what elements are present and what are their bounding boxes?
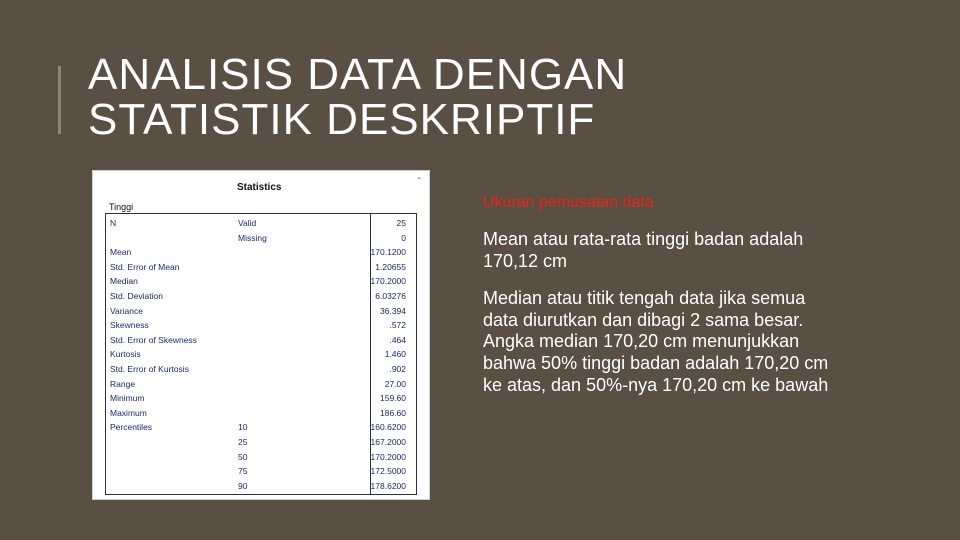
slide-title-line-2: STATISTIK DESKRIPTIF bbox=[88, 95, 596, 144]
statistics-row bbox=[106, 216, 416, 230]
statistics-row bbox=[106, 464, 416, 478]
statistic-label: Mean bbox=[110, 247, 132, 258]
statistic-value: 170.2000 bbox=[370, 276, 406, 287]
statistic-value: 167.2000 bbox=[370, 437, 406, 447]
statistic-label: Minimum bbox=[110, 393, 145, 404]
title-accent-bar bbox=[58, 66, 61, 134]
slide-title bbox=[88, 52, 627, 142]
statistic-value: 170.2000 bbox=[370, 451, 406, 462]
statistics-row bbox=[106, 406, 416, 420]
statistics-variable-label: Tinggi bbox=[109, 202, 134, 212]
statistics-row bbox=[106, 274, 416, 288]
mean-paragraph: Mean atau rata-rata tinggi badan adalah 170,12 cm bbox=[483, 229, 804, 271]
statistics-row bbox=[106, 333, 416, 347]
statistic-value: 160.6200 bbox=[370, 422, 406, 433]
statistics-table-frame bbox=[105, 213, 417, 495]
statistic-label: N bbox=[110, 218, 117, 228]
statistic-value: 0 bbox=[401, 232, 406, 243]
statistic-label: Range bbox=[110, 378, 136, 389]
statistic-value: 159.60 bbox=[380, 393, 406, 404]
statistics-row bbox=[106, 377, 416, 391]
statistic-label: Median bbox=[110, 276, 138, 287]
statistic-label: Std. Error of Mean bbox=[110, 261, 180, 272]
statistic-label: Skewness bbox=[110, 320, 149, 331]
statistics-row bbox=[106, 304, 416, 318]
statistics-row bbox=[106, 362, 416, 376]
statistic-sublabel: 50 bbox=[238, 451, 248, 462]
statistic-value: 25 bbox=[396, 218, 406, 228]
statistics-table-image bbox=[92, 170, 430, 500]
statistic-value: 172.5000 bbox=[370, 466, 406, 477]
statistic-value: .572 bbox=[389, 320, 406, 331]
statistic-value: .464 bbox=[389, 334, 406, 345]
statistic-value: 186.60 bbox=[380, 407, 406, 418]
statistics-row bbox=[106, 420, 416, 434]
statistic-label: Variance bbox=[110, 305, 143, 316]
statistic-value: 178.6200 bbox=[370, 480, 406, 491]
statistics-corner-mark: - bbox=[417, 173, 421, 184]
statistic-value: 27.00 bbox=[384, 378, 406, 389]
statistics-row bbox=[106, 231, 416, 245]
statistics-row bbox=[106, 435, 416, 449]
slide-title-line-1: ANALISIS DATA DENGAN bbox=[88, 50, 628, 99]
statistic-sublabel: Valid bbox=[238, 218, 257, 228]
statistic-label: Maximum bbox=[110, 407, 147, 418]
statistic-value: 36.394 bbox=[380, 305, 406, 316]
statistic-label: Std. Deviation bbox=[110, 291, 163, 301]
statistics-row bbox=[106, 450, 416, 464]
statistics-row bbox=[106, 245, 416, 259]
statistics-row bbox=[106, 318, 416, 332]
statistics-row bbox=[106, 347, 416, 361]
content-column bbox=[483, 193, 843, 412]
statistic-sublabel: 25 bbox=[238, 437, 248, 447]
statistic-sublabel: 75 bbox=[238, 466, 248, 477]
statistics-table-title: Statistics bbox=[237, 182, 282, 193]
statistic-label: Std. Error of Skewness bbox=[110, 334, 197, 345]
statistic-value: 1.460 bbox=[384, 349, 406, 360]
median-paragraph: Median atau titik tengah data jika semua data diurutkan dan dibagi 2 sama besar. Angka median 170,20 cm menunjukkan bahwa 50% tinggi badan adalah 170,20 cm ke atas, dan 50%-nya 170,20 cm ke bawah bbox=[483, 288, 829, 395]
statistic-sublabel: Missing bbox=[238, 232, 267, 243]
statistic-label: Percentiles bbox=[110, 422, 153, 433]
statistics-row bbox=[106, 289, 416, 303]
statistic-value: .902 bbox=[389, 364, 406, 374]
statistic-value: 170.1200 bbox=[370, 247, 406, 258]
statistics-row bbox=[106, 391, 416, 405]
statistic-value: 6.03276 bbox=[375, 291, 406, 301]
content-heading: Ukuran pemusatan data bbox=[483, 194, 654, 211]
statistic-sublabel: 10 bbox=[238, 422, 248, 433]
statistic-value: 1.20655 bbox=[375, 261, 406, 272]
statistics-row bbox=[106, 479, 416, 493]
statistics-row bbox=[106, 260, 416, 274]
statistic-label: Kurtosis bbox=[110, 349, 141, 360]
statistic-label: Std. Error of Kurtosis bbox=[110, 364, 189, 374]
statistic-sublabel: 90 bbox=[238, 480, 248, 491]
